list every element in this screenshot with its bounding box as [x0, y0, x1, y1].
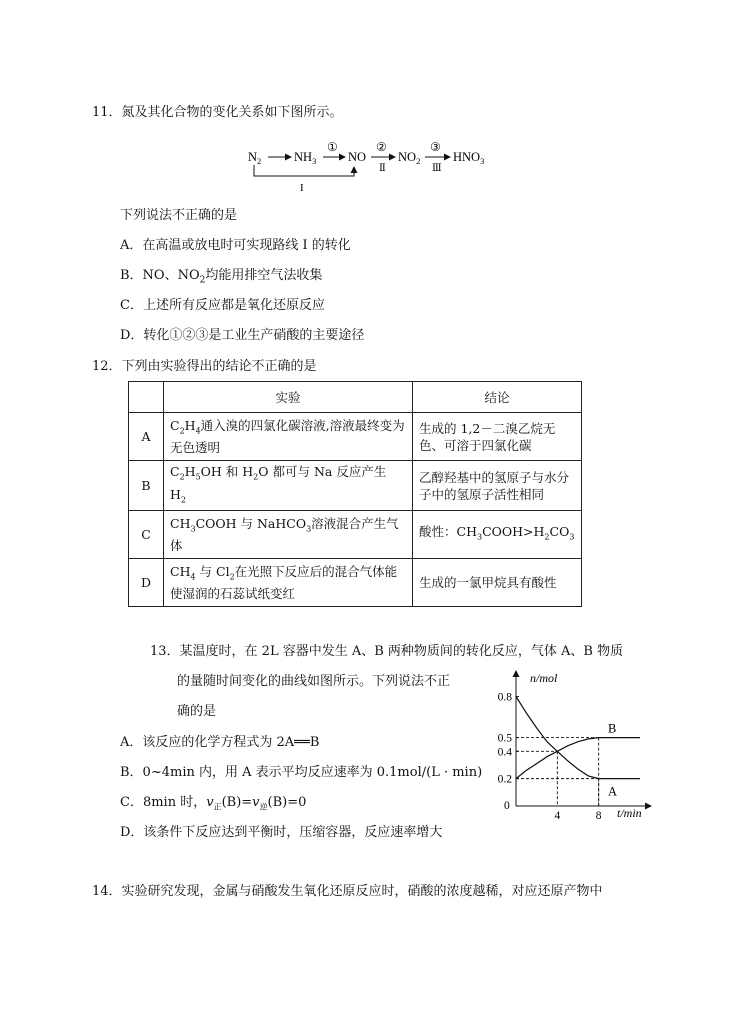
conclusion-cell: 酸性：$CH_3COOH>H_2CO_3$ [413, 511, 582, 559]
table-row [129, 511, 582, 559]
q13-option-a: A．该反应的化学方程式为 2A══B [120, 735, 320, 750]
no-label: NO [348, 150, 367, 164]
circle-3-label: ③ [430, 140, 441, 154]
circle-2-label: ② [376, 140, 387, 154]
header-experiment: 实验 [164, 382, 413, 413]
q11-option-c: C．上述所有反应都是氧化还原反应 [120, 298, 325, 313]
q14-stem: 14．实验研究发现，金属与硝酸发生氧化还原反应时，硝酸的浓度越稀，对应还原产物中 [92, 884, 603, 899]
roman-2-label: Ⅱ [379, 163, 386, 174]
conclusion-cell: 乙醇羟基中的氢原子与水分子中的氢原子活性相同 [413, 461, 582, 511]
circle-1-label: ① [327, 140, 338, 154]
route-1-arrow [254, 165, 354, 176]
row-label: B [129, 461, 164, 511]
q13-option-b: B．0~4min 内，用 A 表示平均反应速率为 0.1mol/(L · min) [120, 765, 483, 780]
conclusion-cell: 生成的 1,2－二溴乙烷无色、可溶于四氯化碳 [413, 413, 582, 461]
roman-3-label: Ⅲ [432, 163, 442, 174]
experiment-cell: $C_2H_4$通入溴的四氯化碳溶液,溶液最终变为无色透明 [164, 413, 413, 461]
y-tick-label: 0.5 [497, 732, 512, 745]
origin-label: 0 [504, 800, 510, 812]
table-row [129, 559, 582, 607]
x-tick-label: 4 [554, 810, 561, 822]
y-axis-label: n/mol [530, 671, 558, 685]
x-tick-label: 8 [595, 810, 602, 822]
nh3-label: $NH_3$ [294, 150, 317, 166]
series-B-line [516, 738, 640, 779]
y-tick-label: 0.4 [497, 746, 512, 759]
mole-time-chart [480, 668, 670, 828]
experiment-cell: $CH_3COOH$ 与 NaHCO$_3$溶液混合产生气体 [164, 511, 413, 559]
y-tick-label: 0.8 [497, 691, 512, 704]
hno3-label: $HNO_3$ [453, 150, 485, 166]
conclusion-cell: 生成的一氯甲烷具有酸性 [413, 559, 582, 607]
q11-stem: 11．氮及其化合物的变化关系如下图所示。 [92, 105, 343, 120]
q11-option-a: A．在高温或放电时可实现路线 I 的转化 [120, 238, 351, 253]
table-row [129, 413, 582, 461]
q11-prompt: 下列说法不正确的是 [120, 208, 238, 223]
no2-label: $NO_2$ [398, 150, 421, 166]
experiment-cell: $CH_4$ 与 $Cl_2$在光照下反应后的混合气体能使湿润的石蕊试纸变红 [164, 559, 413, 607]
experiment-table [128, 381, 582, 607]
row-label: C [129, 511, 164, 559]
n2-label: $N_2$ [248, 150, 262, 166]
q13-stem-line-1: 13．某温度时，在 2L 容器中发生 A、B 两种物质间的转化反应，气体 A、B 物质 [150, 644, 624, 659]
q13-stem-line-2: 的量随时间变化的曲线如图所示。下列说法不正 [177, 674, 451, 689]
row-label: D [129, 559, 164, 607]
q13-option-c: C．8min 时，$v_正(B)=v_逆(B)=0$ [120, 795, 307, 812]
header-blank [129, 382, 164, 413]
q12-stem: 12．下列由实验得出的结论不正确的是 [92, 359, 317, 374]
series-B-label: B [608, 721, 617, 736]
series-A-label: A [608, 784, 618, 799]
q13-option-d: D．该条件下反应达到平衡时，压缩容器，反应速率增大 [120, 825, 443, 840]
q11-option-d: D．转化①②③是工业生产硝酸的主要途径 [120, 328, 365, 343]
y-tick-label: 0.2 [497, 773, 512, 786]
row-label: A [129, 413, 164, 461]
q11-option-b: B．NO、$NO_2$均能用排空气法收集 [120, 268, 323, 286]
x-axis-label: t/min [617, 806, 642, 820]
header-conclusion: 结论 [413, 382, 582, 413]
roman-1-label: I [300, 182, 304, 194]
table-row [129, 461, 582, 511]
table-header-row [129, 382, 582, 413]
experiment-cell: $C_2H_5OH$ 和 $H_2O$ 都可与 Na 反应产生 $H_2$ [164, 461, 413, 511]
nitrogen-conversion-diagram [240, 140, 500, 196]
q13-stem-line-3: 确的是 [177, 704, 217, 719]
